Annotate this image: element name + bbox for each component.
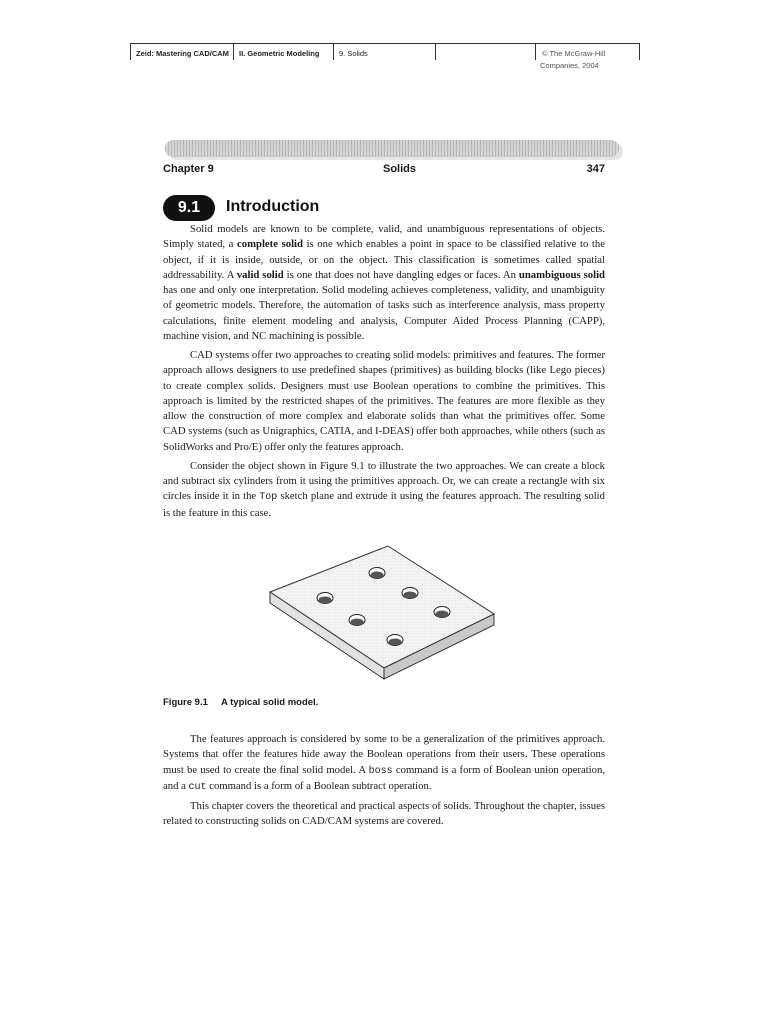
p1-text-2: is one which enables a point in space to be classified relative to the object, if it is inside, outside, or on the object. This classification is sometimes called spatial addressability. A (163, 238, 605, 281)
term-complete-solid: complete solid (237, 238, 303, 251)
section-title: Introduction (226, 198, 320, 215)
header-copyright-year: Companies, 2004 (540, 61, 599, 70)
header-copyright: © The McGraw-Hill (535, 44, 605, 60)
header-book: Zeid: Mastering CAD/CAM (130, 44, 229, 60)
hole-6 (387, 635, 403, 646)
paragraph-2: CAD systems offer two approaches to creating solid models: primitives and features. The former approach allows designers to use predefined shapes (primitives) as building blocks (like Lego pieces) to create complex solids. Designers must use Boolean operations to combine the primitives. This approach is limited by the restricted shapes of the primitives. The features are more flexible as they allow the construction of more complex and elaborate solids than what the primitives offer. Some CAD systems (such as Unigraphics, CATIA, and I-DEAS) offer both approaches, while others (such as SolidWorks and Pro/E) offer only the features approach. (163, 349, 605, 453)
hole-1 (369, 568, 385, 579)
intro-text-bottom (163, 732, 605, 830)
paragraph-5: This chapter covers the theoretical and practical aspects of solids. Throughout the chapter, issues related to constructing solids on CAD/CAM systems are covered. (163, 800, 605, 828)
paragraph-4 (163, 732, 605, 795)
header-divider (435, 44, 441, 60)
chapter-label: Chapter 9 (163, 163, 214, 175)
decorative-band (165, 140, 619, 157)
solid-model-illustration (268, 540, 496, 680)
paragraph-3 (163, 459, 605, 521)
term-unambiguous-solid: unambiguous solid (518, 268, 605, 281)
p4-text-3: command is a form of a Boolean subtract operation. (206, 779, 432, 792)
p3-text-1: Consider the object shown in Figure 9.1 to illustrate the two approaches. We can create a block and subtract six cylinders from it using the primitives approach. Or, we can create a rectangle with six circles inside it in the (163, 459, 605, 503)
p1-text-1: Solid models are known to be complete, valid, and unambiguous representations of objects. Simply stated, a (163, 223, 605, 251)
code-top: Top (259, 492, 278, 504)
paragraph-1 (163, 222, 605, 344)
header-part: II. Geometric Modeling (233, 44, 319, 60)
p1-text-4: has one and only one interpretation. Solid modeling achieves completeness, validity, and unambiguity of geometric models. Therefore, the automation of tasks such as interference analysis, mass property calculations, finite element modeling and analysis, Computer Aided Process Planning (CAPP), machine vision, and NC machining is possible. (163, 284, 605, 342)
p4-text-2: command is a form of Boolean union operation, and a (163, 763, 605, 792)
term-valid-solid: valid solid (236, 268, 284, 281)
header-chapter: 9. Solids (333, 44, 368, 60)
section-number-badge: 9.1 (163, 195, 215, 221)
figure-caption (163, 697, 318, 708)
p1-text-3: is one that does not have dangling edges or faces. An (283, 268, 519, 281)
running-header (130, 43, 640, 70)
hole-5 (349, 615, 365, 626)
p3-text-2: sketch plane and extrude it using the features approach. The resulting solid is the feature in this case. (163, 490, 605, 519)
header-divider-end (639, 44, 645, 60)
chapter-line (163, 163, 605, 179)
chapter-title: Solids (383, 163, 417, 175)
block-top-face (270, 546, 494, 668)
hole-3 (317, 593, 333, 604)
figure-caption-text: A typical solid model. (221, 697, 319, 708)
hole-4 (434, 607, 450, 618)
p4-text-1: The features approach is considered by some to be a generalization of the primitives approach. Systems that offer the features hide away the Boolean operations from their users. These operations must be used to create the final solid model. A (163, 733, 605, 776)
code-cut: cut (188, 781, 207, 793)
intro-text-top (163, 222, 605, 521)
code-boss: boss (368, 765, 393, 777)
page-number: 347 (586, 163, 605, 175)
figure-solid-model (268, 540, 496, 680)
figure-number: Figure 9.1 (163, 697, 208, 708)
hole-2 (402, 588, 418, 599)
